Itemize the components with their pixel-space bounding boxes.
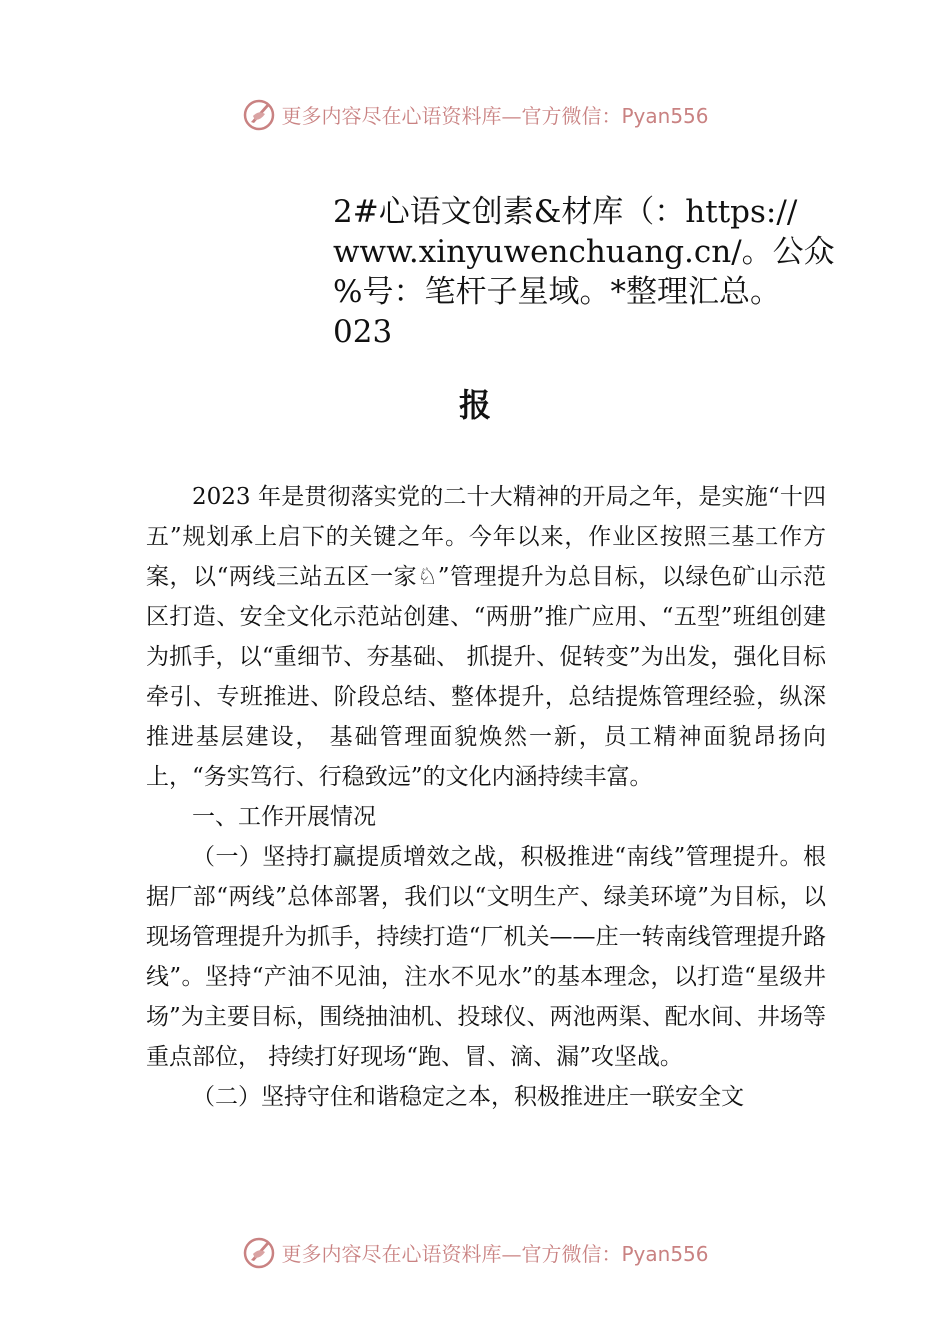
body-paragraph: 2023 年是贯彻落实党的二十大精神的开局之年，是实施“十四五”规划承上启下的关键之年。今年以来，作业区按照三基工作方案，以“两线三站五区一家♘”管理提升为总目标，以绿色矿山示范区打造、安全文化示范站创建、“两册”推广应用、“五型”班组创建为抓手，以“重细节、夯基础、 抓提升、促转变”为出发，强化目标牵引、专班推进、阶段总结、整体提升，总结提炼管理经验，纵深推进基层建设， 基础管理面貌焕然一新，员工精神面貌昂扬向上，“务实笃行、行稳致远”的文化内涵持续丰富。 — [146, 484, 826, 790]
document-body — [146, 477, 826, 1117]
heading-line: 2#心语文创素&材库（：https:// — [333, 194, 798, 230]
report-title: 报 — [458, 386, 491, 424]
wechat-id: Pyan556 — [621, 103, 709, 128]
footer-banner — [0, 1232, 950, 1272]
body-paragraph: （二）坚持守住和谐稳定之本，积极推进庄一联安全文 — [192, 1084, 744, 1110]
section-heading: 一、工作开展情况 — [192, 804, 376, 830]
quill-seal-logo-icon — [241, 96, 277, 132]
heading-line: 023 — [333, 314, 393, 350]
wechat-id: Pyan556 — [621, 1241, 709, 1266]
banner-text: 更多内容尽在心语资料库—官方微信：Pyan556 — [281, 1241, 709, 1266]
banner-text: 更多内容尽在心语资料库—官方微信：Pyan556 — [281, 103, 709, 128]
heading-line: www.xinyuwenchuang.cn/。公众 — [333, 234, 835, 270]
header-banner — [0, 94, 950, 134]
heading-line: %号：笔杆子星域。*整理汇总。 — [333, 274, 781, 310]
body-paragraph: （一）坚持打赢提质增效之战，积极推进“南线”管理提升。根据厂部“两线”总体部署，我们以“文明生产、绿美环境”为目标，以现场管理提升为抓手，持续打造“厂机关——庄一转南线管理提升路线”。坚持“产油不见油，注水不见水”的基本理念，以打造“星级井场”为主要目标，围绕抽油机、投球仪、两池两渠、配水间、井场等重点部位， 持续打好现场“跑、冒、滴、漏”攻坚战。 — [146, 844, 826, 1070]
document-heading — [333, 192, 833, 352]
quill-seal-logo-icon — [241, 1234, 277, 1270]
